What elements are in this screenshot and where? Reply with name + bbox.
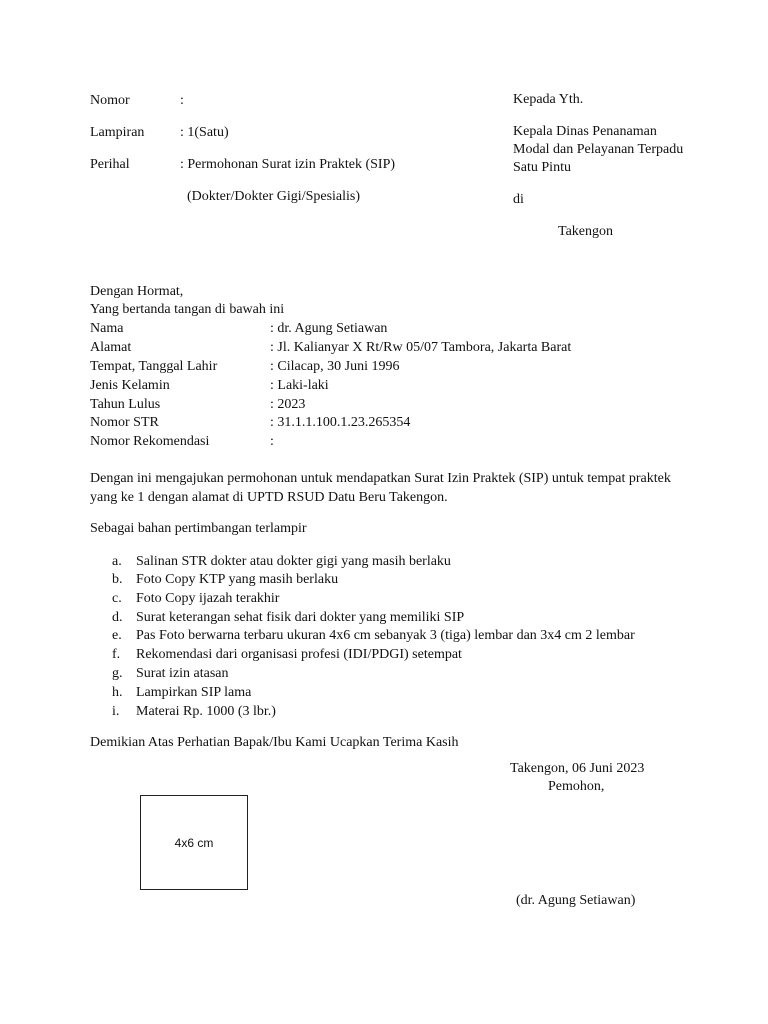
field-label: Tahun Lulus	[90, 397, 161, 412]
photo-size-label: 4x6 cm	[174, 835, 214, 850]
perihal-value: : Permohonan Surat izin Praktek (SIP)	[180, 157, 396, 172]
list-item: Rekomendasi dari organisasi profesi (IDI/PDGI) setempat	[136, 647, 462, 662]
list-marker: f.	[112, 647, 121, 662]
request-line-2: yang ke 1 dengan alamat di UPTD RSUD Datu Beru Takengon.	[90, 490, 448, 505]
field-label: Nomor Rekomendasi	[90, 434, 210, 449]
field-value: : 31.1.1.100.1.23.265354	[270, 415, 411, 430]
field-label: Nama	[90, 321, 124, 336]
intro-text: Yang bertanda tangan di bawah ini	[90, 302, 285, 317]
list-marker: b.	[112, 572, 123, 587]
list-item: Lampirkan SIP lama	[136, 685, 252, 700]
lampiran-label: Lampiran	[90, 125, 145, 140]
list-item: Surat keterangan sehat fisik dari dokter yang memiliki SIP	[136, 610, 465, 625]
greeting: Dengan Hormat,	[90, 284, 184, 299]
perihal-label: Perihal	[90, 157, 130, 172]
recipient-city: Takengon	[558, 224, 614, 239]
recipient-line-5: di	[513, 192, 524, 207]
request-line-1: Dengan ini mengajukan permohonan untuk mendapatkan Surat Izin Praktek (SIP) untuk tempat praktek	[90, 471, 671, 486]
field-label: Nomor STR	[90, 415, 159, 430]
list-marker: d.	[112, 610, 123, 625]
recipient-line-4: Satu Pintu	[513, 160, 571, 175]
list-item: Salinan STR dokter atau dokter gigi yang masih berlaku	[136, 554, 451, 569]
nomor-label: Nomor	[90, 93, 130, 108]
photo-placeholder-box	[140, 795, 248, 890]
list-item: Materai Rp. 1000 (3 lbr.)	[136, 704, 276, 719]
closing-text: Demikian Atas Perhatian Bapak/Ibu Kami Ucapkan Terima Kasih	[90, 735, 459, 750]
field-value: :	[270, 434, 274, 449]
list-marker: a.	[112, 554, 122, 569]
attachments-intro: Sebagai bahan pertimbangan terlampir	[90, 521, 307, 536]
list-item: Foto Copy ijazah terakhir	[136, 591, 280, 606]
list-marker: e.	[112, 628, 122, 643]
field-label: Jenis Kelamin	[90, 378, 170, 393]
recipient-line-2: Kepala Dinas Penanaman	[513, 124, 657, 139]
list-item: Foto Copy KTP yang masih berlaku	[136, 572, 339, 587]
place-date: Takengon, 06 Juni 2023	[510, 761, 645, 776]
recipient-line-1: Kepada Yth.	[513, 92, 584, 107]
field-label: Tempat, Tanggal Lahir	[90, 359, 218, 374]
field-value: : 2023	[270, 397, 306, 412]
recipient-line-3: Modal dan Pelayanan Terpadu	[513, 142, 684, 157]
field-value: : Cilacap, 30 Juni 1996	[270, 359, 400, 374]
lampiran-value: : 1(Satu)	[180, 125, 229, 140]
list-marker: g.	[112, 666, 123, 681]
list-marker: c.	[112, 591, 122, 606]
list-marker: h.	[112, 685, 123, 700]
nomor-value: :	[180, 93, 184, 108]
list-marker: i.	[112, 704, 120, 719]
signer-role: Pemohon,	[548, 779, 605, 794]
signer-name: (dr. Agung Setiawan)	[516, 893, 636, 908]
field-value: : dr. Agung Setiawan	[270, 321, 388, 336]
field-value: : Jl. Kalianyar X Rt/Rw 05/07 Tambora, Jakarta Barat	[270, 340, 572, 355]
field-value: : Laki-laki	[270, 378, 329, 393]
field-label: Alamat	[90, 340, 132, 355]
perihal-value-2: (Dokter/Dokter Gigi/Spesialis)	[187, 189, 361, 204]
list-item: Pas Foto berwarna terbaru ukuran 4x6 cm sebanyak 3 (tiga) lembar dan 3x4 cm 2 lembar	[136, 628, 635, 643]
list-item: Surat izin atasan	[136, 666, 229, 681]
